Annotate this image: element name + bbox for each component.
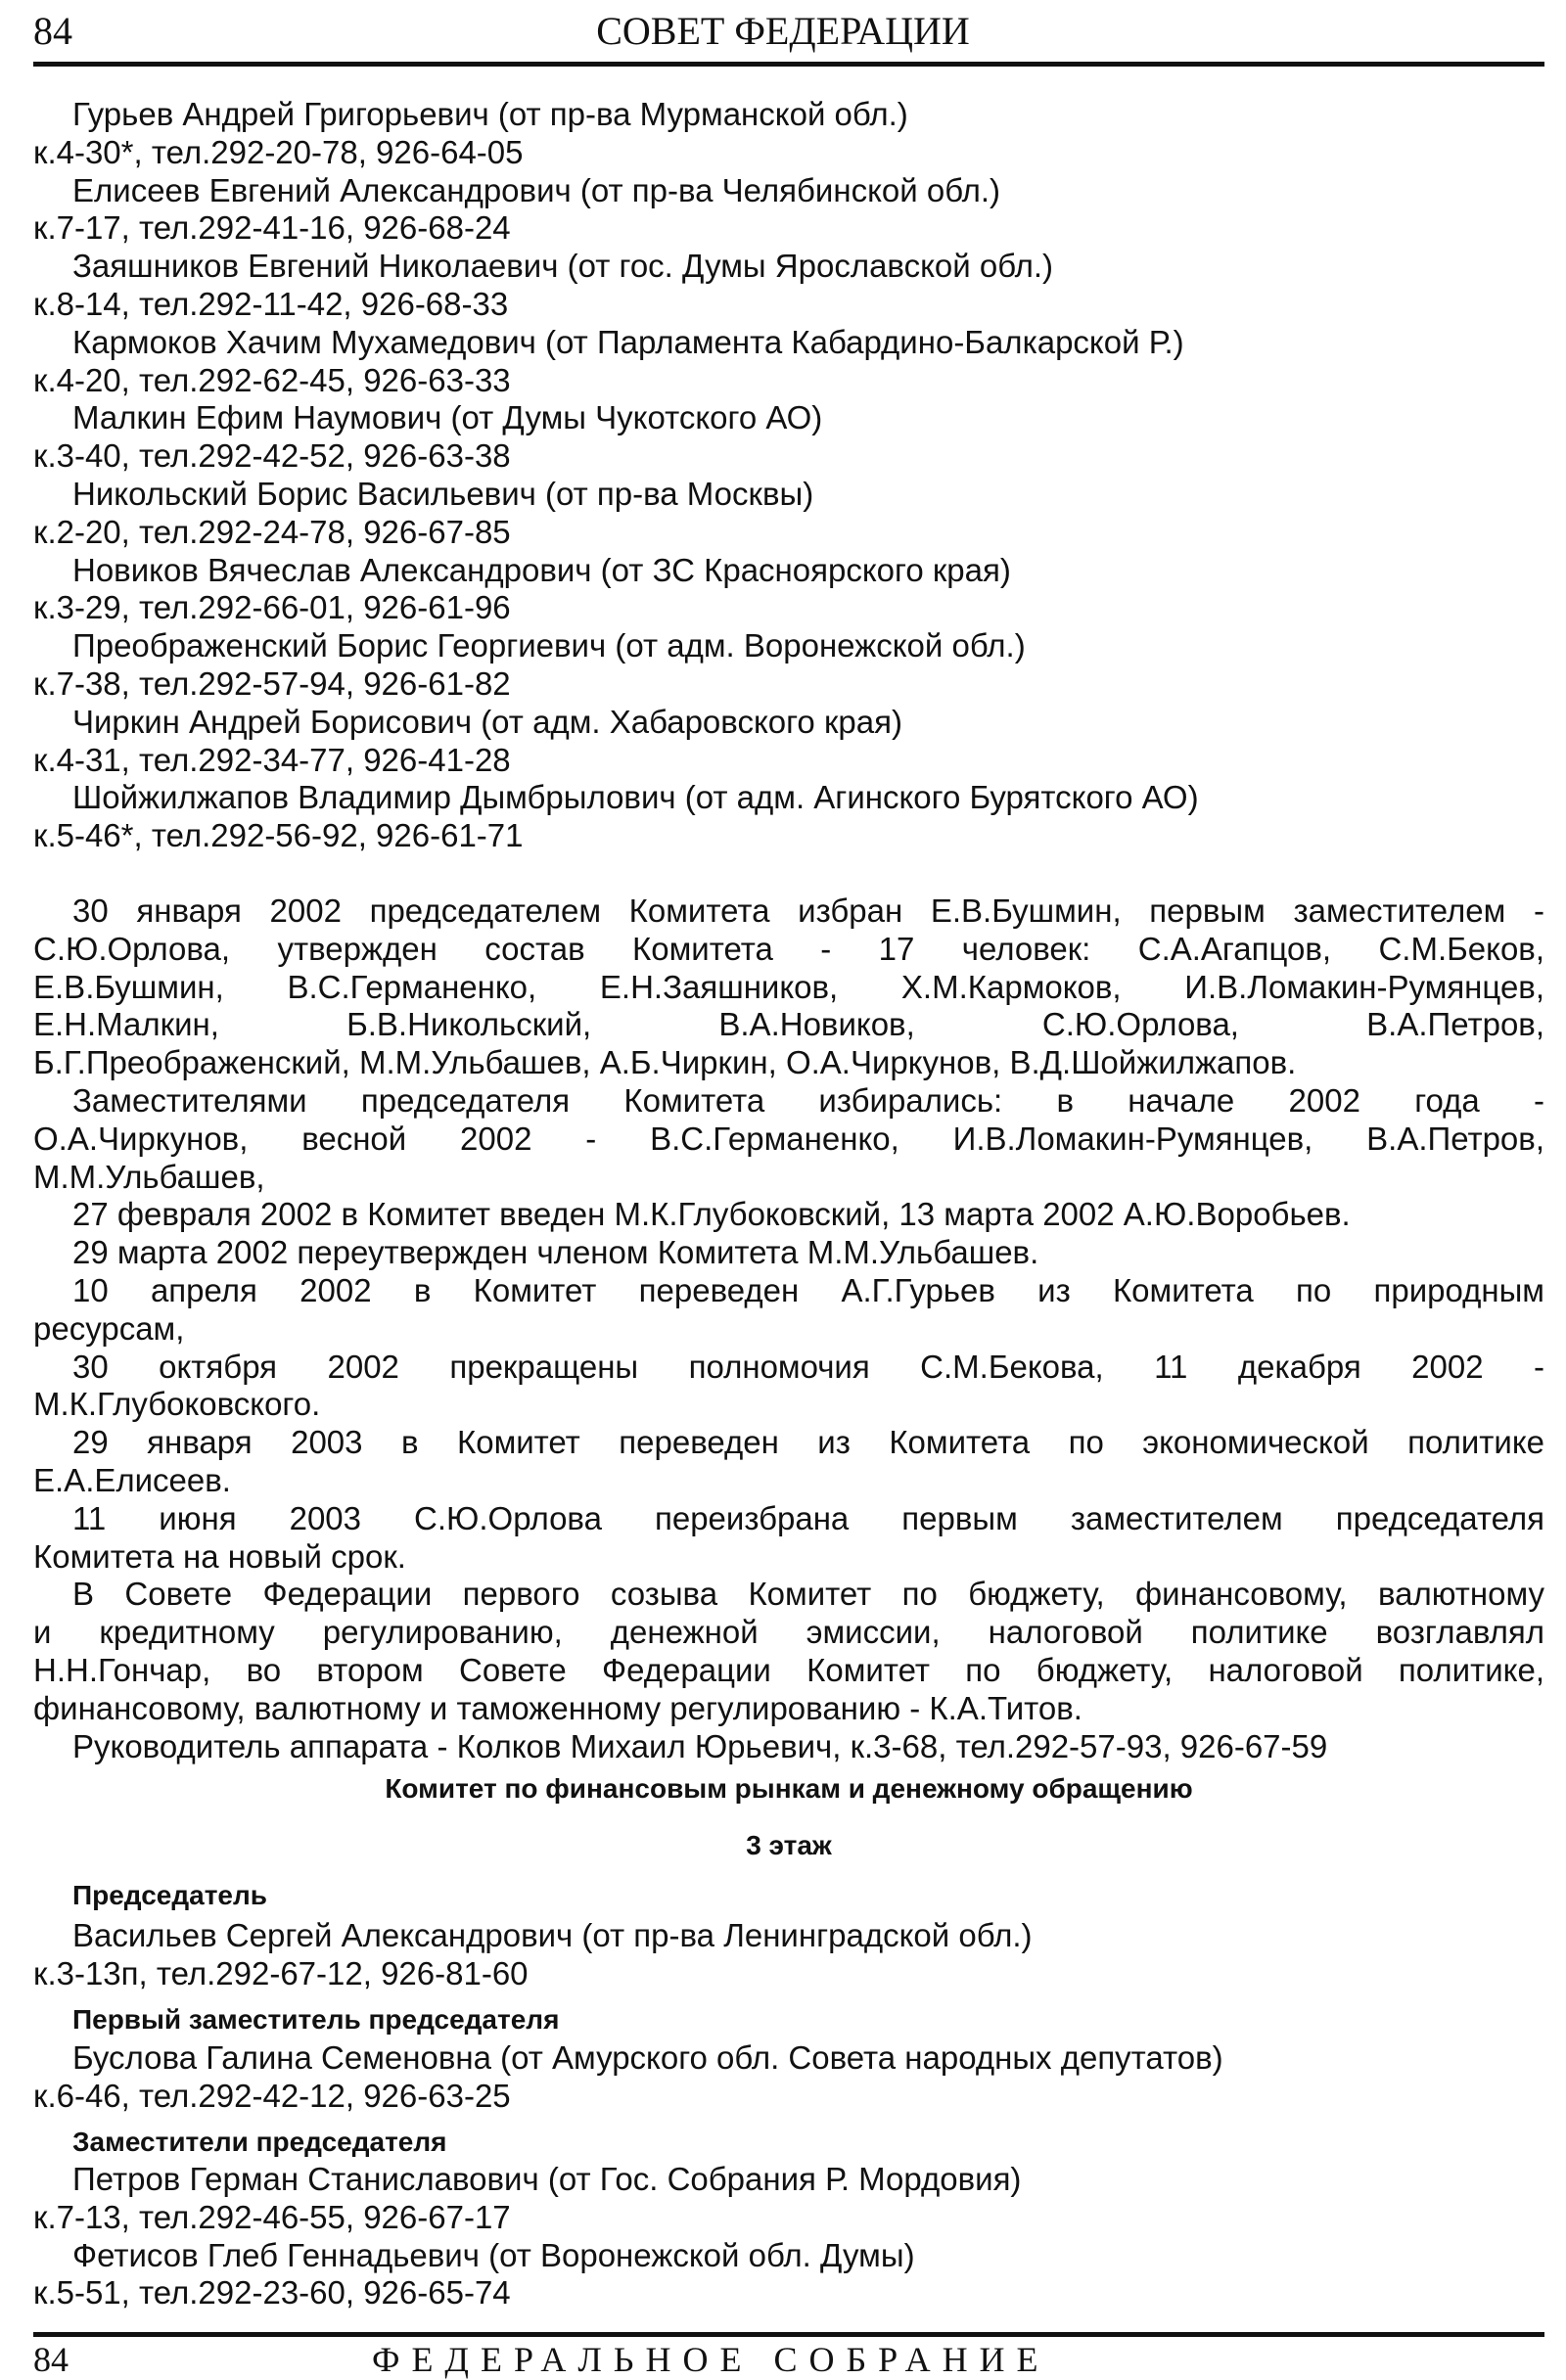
- member-name: Кармоков Хачим Мухамедович (от Парламента Кабардино-Балкарской Р.): [72, 323, 1184, 360]
- member-contact: к.4-31, тел.292-34-77, 926-41-28: [33, 741, 511, 778]
- paragraph-line: Руководитель аппарата - Колков Михаил Юрьевич, к.3-68, тел.292-57-93, 926-67-59: [72, 1727, 1328, 1764]
- paragraph: [33, 1349, 1544, 1425]
- paragraph: [33, 1576, 1544, 1727]
- paragraph-line: В Совете Федерации первого созыва Комитет по бюджету, финансовому, валютному: [72, 1576, 1544, 1613]
- member-list: [33, 96, 1544, 855]
- paragraph-line: 29 марта 2002 переутвержден членом Комитета М.М.Ульбашев.: [72, 1234, 1039, 1271]
- member-name: Шойжилжапов Владимир Дымбрылович (от адм. Агинского Бурятского АО): [72, 779, 1199, 816]
- paragraph-line: Е.А.Елисеев.: [33, 1461, 231, 1498]
- deputies-list: [33, 2161, 1544, 2312]
- member-name: Елисеев Евгений Александрович (от пр-ва Челябинской обл.): [72, 171, 1001, 208]
- paragraph-line: 30 октября 2002 прекращены полномочия С.М.Бекова, 11 декабря 2002 -: [72, 1348, 1544, 1385]
- member-contact: к.4-20, тел.292-62-45, 926-63-33: [33, 361, 511, 398]
- paragraph: [33, 1234, 1544, 1272]
- paragraph-line: 29 января 2003 в Комитет переведен из Комитета по экономической политике: [72, 1424, 1544, 1461]
- member-name: Никольский Борис Васильевич (от пр-ва Москвы): [72, 475, 814, 512]
- paragraph: [33, 1272, 1544, 1349]
- paragraph-line: 11 июня 2003 С.Ю.Орлова переизбрана первым заместителем председателя: [72, 1499, 1544, 1536]
- chair-entry: [33, 1917, 1544, 1993]
- paragraph-line: Е.Н.Малкин, Б.В.Никольский, В.А.Новиков, С.Ю.Орлова, В.А.Петров,: [33, 1006, 1544, 1043]
- header-rule: [33, 62, 1544, 67]
- paragraph-line: М.М.Ульбашев,: [33, 1158, 265, 1195]
- paragraph-line: Заместителями председателя Комитета избирались: в начале 2002 года -: [72, 1081, 1544, 1119]
- running-footer-title: ФЕДЕРАЛЬНОЕ СОБРАНИЕ: [372, 2340, 1050, 2379]
- committee-history: [33, 892, 1544, 1765]
- member-contact: к.3-13п, тел.292-67-12, 926-81-60: [33, 1954, 529, 1991]
- committee-floor: 3 этаж: [746, 1830, 832, 1860]
- paragraph-line: 27 февраля 2002 в Комитет введен М.К.Глубоковский, 13 марта 2002 А.Ю.Воробьев.: [72, 1196, 1351, 1233]
- paragraph-line: Н.Н.Гончар, во втором Совете Федерации Комитет по бюджету, налоговой политике,: [33, 1651, 1544, 1688]
- member-contact: к.5-46*, тел.292-56-92, 926-61-71: [33, 817, 524, 854]
- member-contact: к.7-17, тел.292-41-16, 926-68-24: [33, 209, 511, 247]
- member-contact: к.6-46, тел.292-42-12, 926-63-25: [33, 2077, 511, 2114]
- paragraph-line: финансовому, валютному и таможенному регулированию - К.А.Титов.: [33, 1689, 1082, 1726]
- paragraph: [33, 892, 1544, 1082]
- paragraph-line: Б.Г.Преображенский, М.М.Ульбашев, А.Б.Чиркин, О.А.Чиркунов, В.Д.Шойжилжапов.: [33, 1044, 1297, 1081]
- paragraph-line: Е.В.Бушмин, В.С.Германенко, Е.Н.Заяшников, Х.М.Кармоков, И.В.Ломакин-Румянцев,: [33, 968, 1544, 1005]
- member-contact: к.3-40, тел.292-42-52, 926-63-38: [33, 437, 511, 475]
- first-deputy-entry: [33, 2039, 1544, 2116]
- member-name: Заяшников Евгений Николаевич (от гос. Думы Ярославской обл.): [72, 248, 1054, 285]
- member-name: Чиркин Андрей Борисович (от адм. Хабаровского края): [72, 703, 902, 740]
- member-name: Буслова Галина Семеновна (от Амурского обл. Совета народных депутатов): [72, 2039, 1223, 2076]
- committee-title: Комитет по финансовым рынкам и денежному обращению: [385, 1773, 1193, 1804]
- page-number-top: 84: [33, 9, 72, 53]
- paragraph-line: О.А.Чиркунов, весной 2002 - В.С.Германенко, И.В.Ломакин-Румянцев, В.А.Петров,: [33, 1120, 1544, 1157]
- footer-rule: [33, 2332, 1544, 2337]
- paragraph: [33, 1728, 1544, 1766]
- member-name: Гурьев Андрей Григорьевич (от пр-ва Мурманской обл.): [72, 96, 908, 132]
- paragraph: [33, 1500, 1544, 1577]
- member-contact: к.7-38, тел.292-57-94, 926-61-82: [33, 664, 511, 702]
- paragraph-line: ресурсам,: [33, 1309, 185, 1347]
- member-contact: к.5-51, тел.292-23-60, 926-65-74: [33, 2274, 511, 2311]
- member-contact: к.4-30*, тел.292-20-78, 926-64-05: [33, 133, 524, 170]
- paragraph-line: С.Ю.Орлова, утвержден состав Комитета - 17 человек: С.А.Агапцов, С.М.Беков,: [33, 930, 1544, 967]
- paragraph: [33, 1424, 1544, 1500]
- paragraph-line: М.К.Глубоковского.: [33, 1386, 321, 1423]
- member-name: Преображенский Борис Георгиевич (от адм. Воронежской обл.): [72, 627, 1026, 664]
- paragraph: [33, 1082, 1544, 1196]
- first-deputy-heading: Первый заместитель председателя: [72, 2004, 560, 2035]
- paragraph-line: 10 апреля 2002 в Комитет переведен А.Г.Гурьев из Комитета по природным: [72, 1271, 1544, 1308]
- paragraph: [33, 1196, 1544, 1234]
- paragraph-line: Комитета на новый срок.: [33, 1537, 406, 1575]
- member-name: Новиков Вячеслав Александрович (от ЗС Красноярского края): [72, 551, 1011, 588]
- member-contact: к.2-20, тел.292-24-78, 926-67-85: [33, 513, 511, 550]
- page-number-bottom: 84: [33, 2340, 69, 2379]
- chair-heading: Председатель: [72, 1880, 267, 1910]
- member-contact: к.7-13, тел.292-46-55, 926-67-17: [33, 2198, 511, 2235]
- paragraph-line: и кредитному регулированию, денежной эмиссии, налоговой политике возглавлял: [33, 1614, 1544, 1651]
- member-contact: к.8-14, тел.292-11-42, 926-68-33: [33, 285, 509, 322]
- member-name: Васильев Сергей Александрович (от пр-ва Ленинградской обл.): [72, 1917, 1033, 1953]
- deputies-heading: Заместители председателя: [72, 2127, 447, 2157]
- running-header-title: СОВЕТ ФЕДЕРАЦИИ: [596, 9, 970, 53]
- member-contact: к.3-29, тел.292-66-01, 926-61-96: [33, 589, 511, 626]
- member-name: Фетисов Глеб Геннадьевич (от Воронежской обл. Думы): [72, 2236, 915, 2273]
- member-name: Петров Герман Станиславович (от Гос. Собрания Р. Мордовия): [72, 2161, 1022, 2197]
- paragraph-line: 30 января 2002 председателем Комитета избран Е.В.Бушмин, первым заместителем -: [72, 892, 1544, 929]
- member-name: Малкин Ефим Наумович (от Думы Чукотского АО): [72, 399, 823, 436]
